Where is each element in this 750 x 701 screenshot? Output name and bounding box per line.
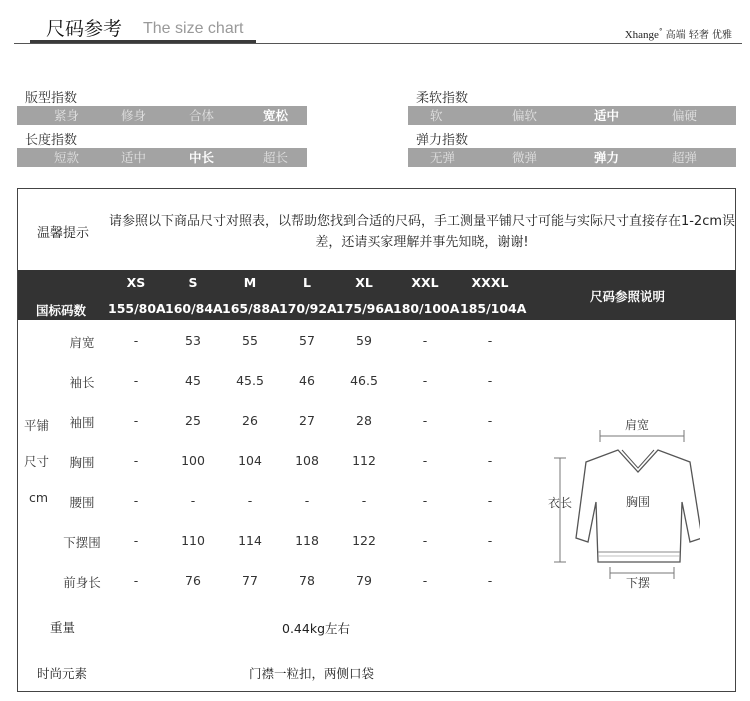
softness-index-label: 柔软指数 [416, 91, 469, 106]
fit-option: 紧身 [54, 108, 80, 123]
header-divider [14, 43, 742, 44]
standard-size-label: 国标码数 [36, 303, 87, 318]
brand [625, 26, 732, 41]
elasticity-option: 无弹 [430, 150, 456, 165]
tip-line-2: 差，还请买家理解并事先知晓，谢谢! [315, 235, 529, 250]
table-cell: 114 [238, 533, 262, 548]
table-cell: - [487, 373, 493, 388]
softness-option: 适中 [594, 108, 620, 123]
size-reference-label: 尺码参照说明 [590, 289, 666, 304]
table-cell: - [487, 533, 493, 548]
length-index-bar [17, 148, 307, 167]
table-cell: 76 [185, 573, 201, 588]
elasticity-index-label: 弹力指数 [416, 133, 469, 148]
table-cell: - [133, 493, 139, 508]
table-cell: - [422, 493, 428, 508]
table-cell: 118 [295, 533, 319, 548]
table-cell: 45 [185, 373, 201, 388]
diagram-chest-text: 胸围 [626, 495, 651, 509]
table-cell: 108 [295, 453, 319, 468]
table-cell: 25 [185, 413, 201, 428]
table-cell: - [133, 413, 139, 428]
softness-index-bar [408, 106, 736, 125]
table-cell: 78 [299, 573, 315, 588]
fit-option: 合体 [189, 108, 215, 123]
length-option: 超长 [263, 150, 289, 165]
softness-option: 软 [430, 108, 443, 123]
flat-label: 平铺 [24, 418, 50, 433]
size-code: 165/88A [222, 301, 280, 316]
length-option: 短款 [54, 150, 80, 165]
style-value: 门襟一粒扣，两侧口袋 [249, 666, 375, 681]
table-cell: 28 [356, 413, 372, 428]
row-label: 肩宽 [69, 335, 95, 350]
softness-option: 偏软 [512, 108, 538, 123]
table-cell: - [133, 373, 139, 388]
length-index-label: 长度指数 [25, 133, 78, 148]
table-cell: 59 [356, 333, 372, 348]
table-cell: - [422, 333, 428, 348]
size-code: 180/100A [393, 301, 460, 316]
size-header: L [303, 275, 311, 290]
row-label: 胸围 [69, 455, 95, 470]
table-cell: - [422, 533, 428, 548]
table-cell: 27 [299, 413, 315, 428]
row-label: 腰围 [69, 495, 95, 510]
size-header: M [243, 275, 257, 290]
size-header: XS [126, 275, 146, 290]
diagram-shoulder-text: 肩宽 [625, 418, 650, 432]
fit-option: 修身 [121, 108, 147, 123]
fit-index-label: 版型指数 [25, 91, 78, 106]
row-label: 袖长 [69, 375, 95, 390]
row-label: 袖围 [69, 415, 95, 430]
table-cell: 26 [242, 413, 258, 428]
table-cell: 77 [242, 573, 258, 588]
table-cell: 112 [352, 453, 376, 468]
table-cell: - [304, 493, 310, 508]
brand-slogan: 高端 轻奢 优雅 [665, 30, 732, 41]
tip-text [104, 211, 740, 253]
table-cell: 79 [356, 573, 372, 588]
table-cell: - [133, 533, 139, 548]
table-cell: 110 [181, 533, 205, 548]
table-cell: - [133, 573, 139, 588]
table-cell: 122 [352, 533, 376, 548]
diagram-hem-text: 下摆 [626, 576, 651, 590]
size-code: 160/84A [165, 301, 223, 316]
elasticity-option: 弹力 [594, 150, 620, 165]
length-option: 适中 [121, 150, 147, 165]
table-cell: 55 [242, 333, 258, 348]
table-cell: - [247, 493, 253, 508]
table-cell: - [422, 373, 428, 388]
table-cell: - [487, 333, 493, 348]
size-header: XXL [411, 275, 439, 290]
table-cell: - [133, 333, 139, 348]
weight-label: 重量 [50, 620, 76, 635]
sweater-diagram [540, 410, 700, 600]
brand-name: Xhange [624, 29, 659, 41]
size-header: XXXL [471, 275, 509, 290]
fit-option: 宽松 [263, 108, 289, 123]
size-header-band [18, 270, 736, 320]
softness-option: 偏硬 [672, 108, 698, 123]
length-option: 中长 [189, 150, 215, 165]
table-cell: 46 [299, 373, 315, 388]
table-cell: 45.5 [236, 373, 264, 388]
table-cell: - [190, 493, 196, 508]
cm-label: cm [29, 490, 49, 505]
table-cell: - [487, 413, 493, 428]
table-cell: - [487, 453, 493, 468]
size-header: XL [355, 275, 373, 290]
size-header: S [188, 275, 198, 290]
table-cell: - [422, 573, 428, 588]
table-cell: - [487, 493, 493, 508]
table-cell: - [487, 573, 493, 588]
elasticity-index-bar [408, 148, 736, 167]
table-cell: 104 [238, 453, 262, 468]
fit-index-bar [17, 106, 307, 125]
elasticity-option: 超弹 [672, 150, 698, 165]
tip-label: 温馨提示 [37, 226, 90, 241]
table-cell: - [422, 453, 428, 468]
size-code: 175/96A [336, 301, 394, 316]
page-subtitle: The size chart [143, 20, 244, 37]
size-code: 170/92A [279, 301, 337, 316]
table-cell: 53 [185, 333, 201, 348]
brand-mark: ° [658, 27, 663, 36]
elasticity-option: 微弹 [512, 150, 538, 165]
size-label: 尺寸 [24, 454, 50, 469]
tip-line-1: 请参照以下商品尺寸对照表，以帮助您找到合适的尺码，手工测量平铺尺寸可能与实际尺寸直接存在1-2cm误 [108, 214, 736, 229]
weight-value: 0.44kg左右 [282, 621, 351, 636]
row-label: 前身长 [63, 575, 101, 590]
style-label: 时尚元素 [37, 666, 88, 681]
table-cell: 57 [299, 333, 315, 348]
page-title: 尺码参考 [46, 18, 123, 40]
diagram-length-text: 衣长 [548, 496, 573, 510]
table-cell: - [361, 493, 367, 508]
size-code: 155/80A [108, 301, 166, 316]
size-code: 185/104A [460, 301, 527, 316]
table-cell: 100 [181, 453, 205, 468]
table-cell: - [422, 413, 428, 428]
table-cell: 46.5 [350, 373, 378, 388]
row-label: 下摆围 [63, 535, 101, 550]
table-cell: - [133, 453, 139, 468]
